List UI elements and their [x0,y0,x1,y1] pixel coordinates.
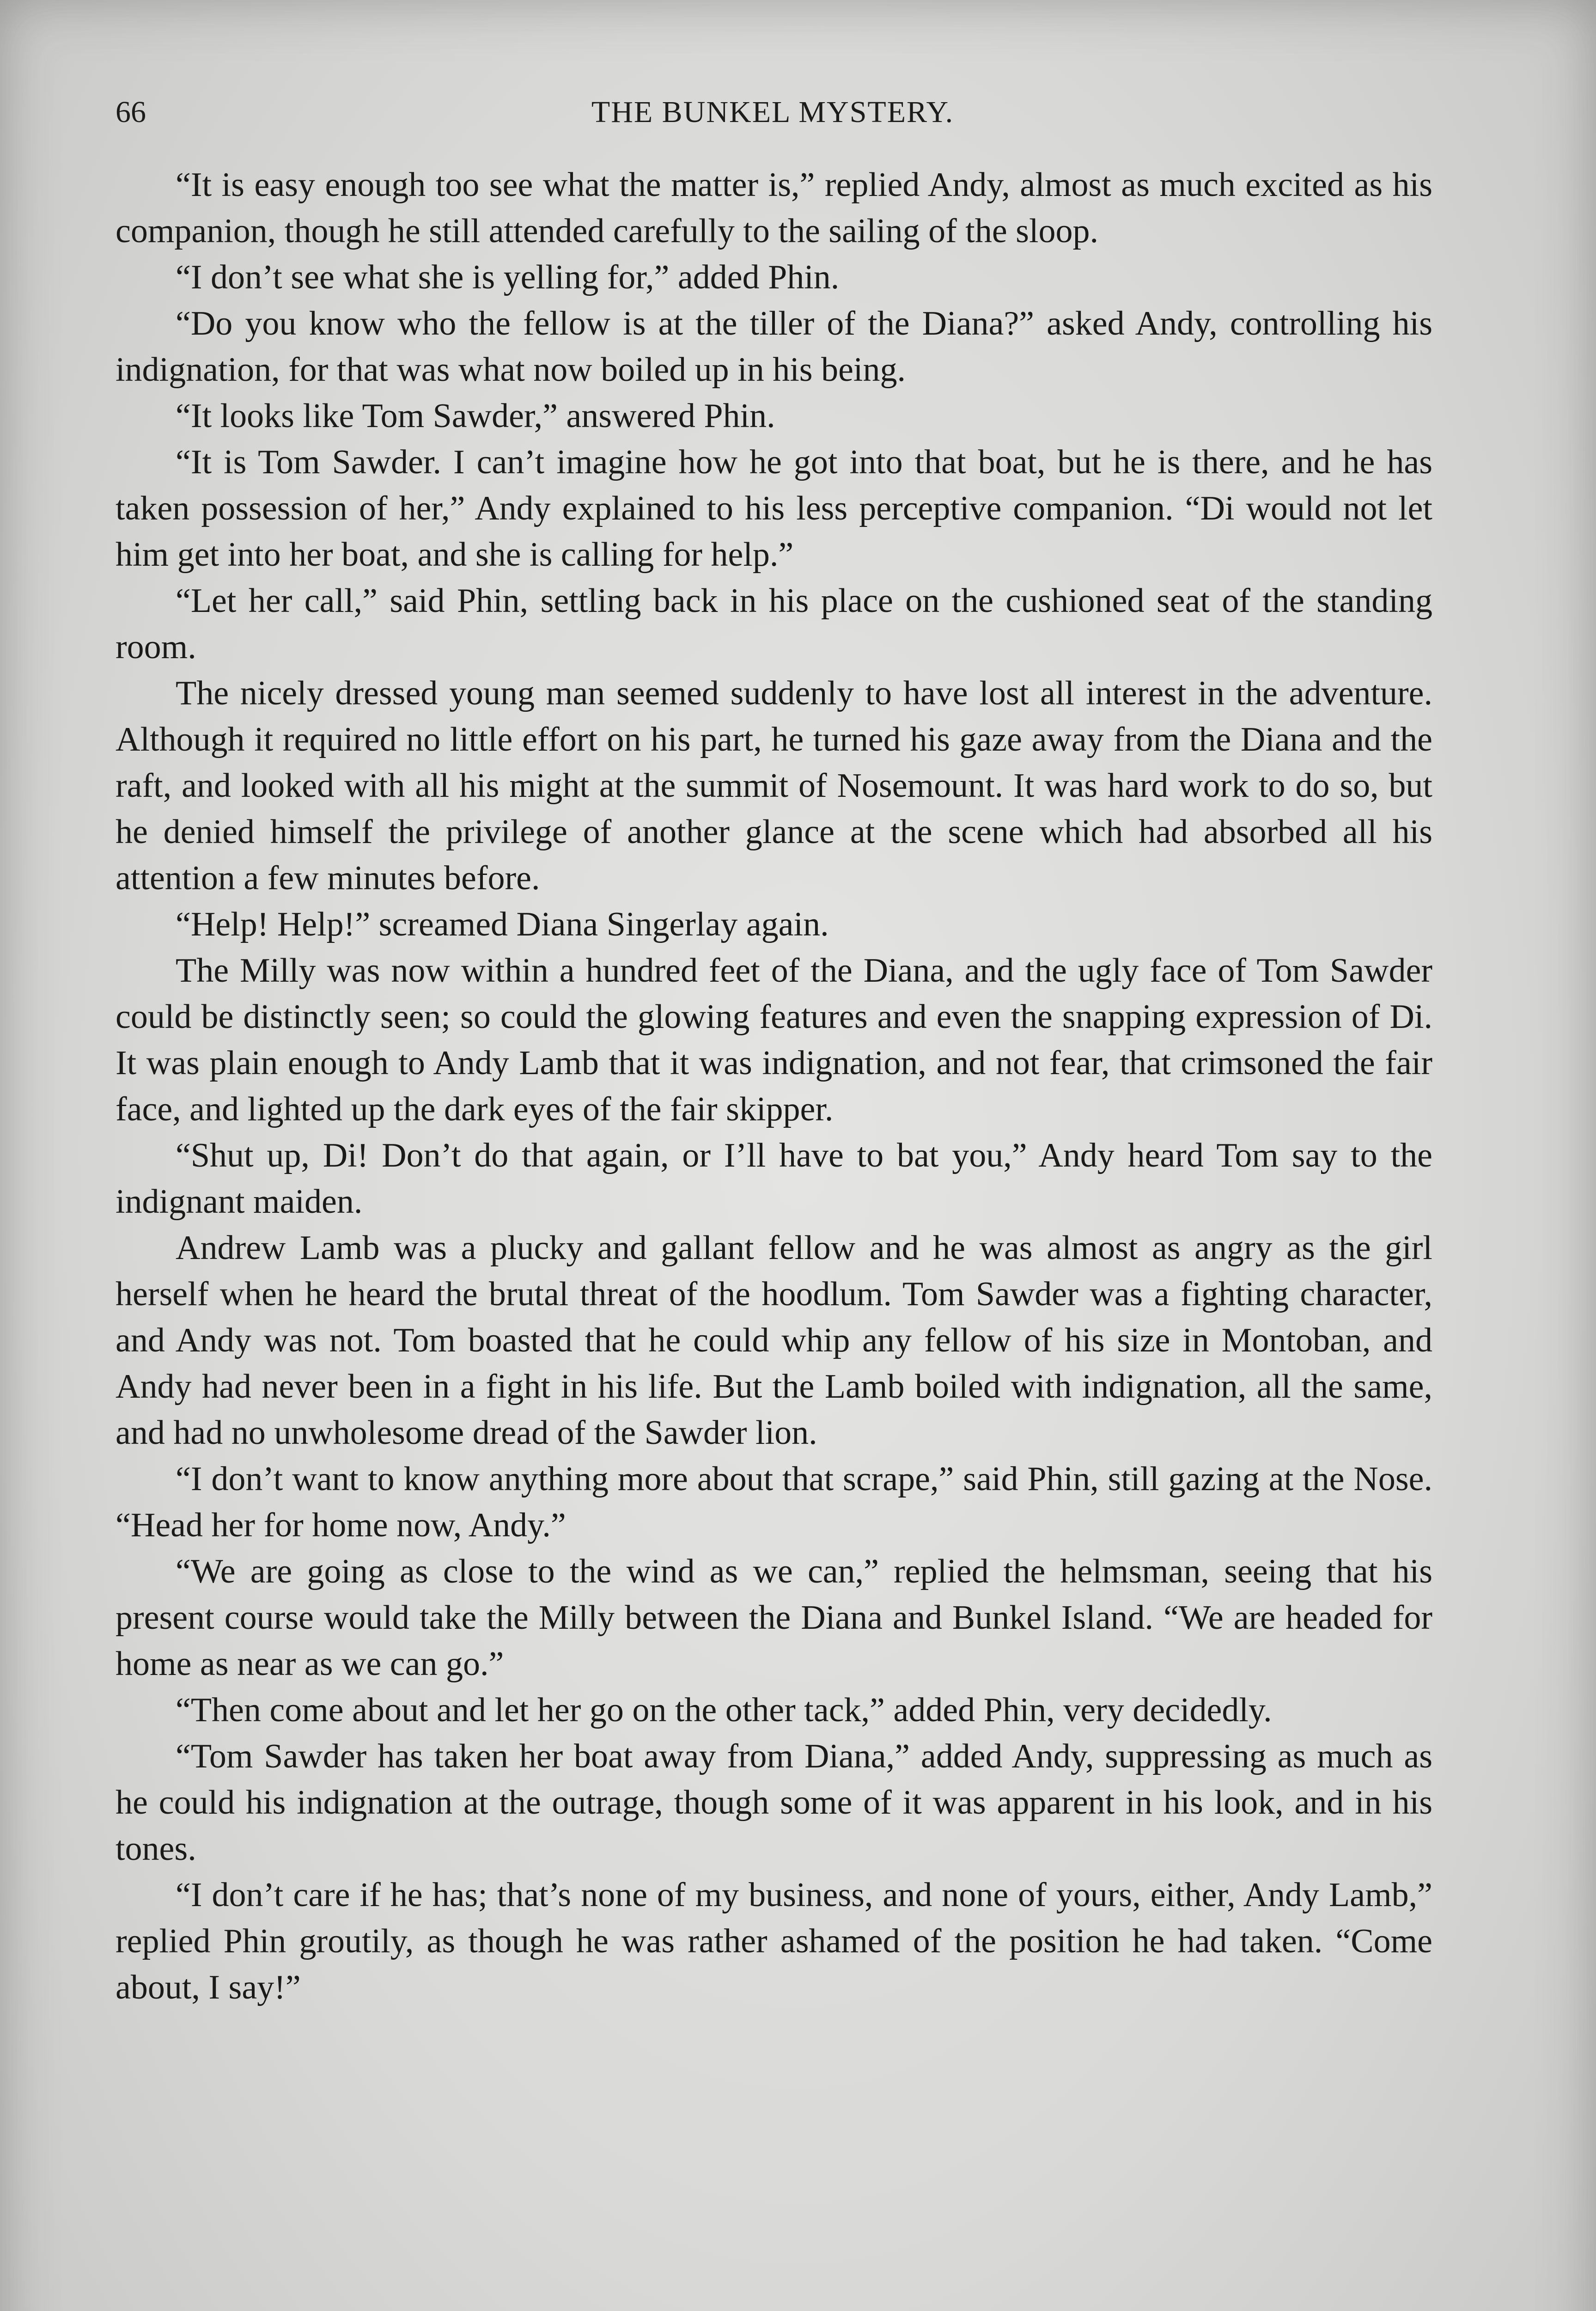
paragraph: “Tom Sawder has taken her boat away from Diana,” added Andy, suppressing as much as he could his indignation at the outrage, though some of it was apparent in his look, and in his tones. [116,1737,1432,1868]
running-head [116,92,1430,133]
paragraph: “Do you know who the fellow is at the tiller of the Diana?” asked Andy, controlling his indignation, for that was what now boiled up in his being. [116,305,1432,389]
book-title: THE BUNKEL MYSTERY. [591,95,954,129]
paragraph: “It looks like Tom Sawder,” answered Phin. [176,397,775,435]
paragraph: “Shut up, Di! Don’t do that again, or I’ll have to bat you,” Andy heard Tom say to the indignant maiden. [116,1137,1432,1221]
body-text [116,162,1432,2011]
paragraph: “We are going as close to the wind as we can,” replied the helmsman, seeing that his present course would take the Milly between the Diana and Bunkel Island. “We are headed for home as near as we can go.” [116,1553,1432,1683]
paragraph: “I don’t care if he has; that’s none of my business, and none of yours, either, Andy Lamb,” replied Phin groutily, as though he was rather ashamed of the position he had taken. “Come about, I say!” [116,1876,1432,2006]
paragraph: “I don’t see what she is yelling for,” added Phin. [176,258,840,296]
paragraph: “I don’t want to know anything more about that scrape,” said Phin, still gazing at the Nose. “Head her for home now, Andy.” [116,1460,1432,1544]
paragraph: The nicely dressed young man seemed suddenly to have lost all interest in the adventure. Although it required no little effort on his part, he turned his gaze away from the Diana and the raft, and looked with all his might at the summit of Nosemount. It was hard work to do so, but he denied himself the privilege of another glance at the scene which had absorbed all his attention a few minutes before. [116,674,1432,897]
paragraph: “It is easy enough too see what the matter is,” replied Andy, almost as much excited as his companion, though he still attended carefully to the sailing of the sloop. [116,166,1432,250]
paragraph: The Milly was now within a hundred feet of the Diana, and the ugly face of Tom Sawder could be distinctly seen; so could the glowing features and even the snapping expression of Di. It was plain enough to Andy Lamb that it was indignation, and not fear, that crimsoned the fair face, and lighted up the dark eyes of the fair skipper. [116,952,1432,1128]
page-number: 66 [116,95,146,129]
paragraph: “Let her call,” said Phin, settling back in his place on the cushioned seat of the standing room. [116,582,1432,666]
paragraph: “It is Tom Sawder. I can’t imagine how he got into that boat, but he is there, and he has taken possession of her,” Andy explained to his less perceptive companion. “Di would not let him get into her boat, and she is calling for help.” [116,443,1432,574]
paragraph: “Then come about and let her go on the other tack,” added Phin, very decidedly. [176,1691,1272,1729]
paragraph: Andrew Lamb was a plucky and gallant fellow and he was almost as angry as the girl herself when he heard the brutal threat of the hoodlum. Tom Sawder was a fighting character, and Andy was not. Tom boasted that he could whip any fellow of his size in Montoban, and Andy had never been in a fight in his life. But the Lamb boiled with indignation, all the same, and had no unwholesome dread of the Sawder lion. [116,1229,1432,1452]
paragraph: “Help! Help!” screamed Diana Singerlay again. [176,905,829,943]
